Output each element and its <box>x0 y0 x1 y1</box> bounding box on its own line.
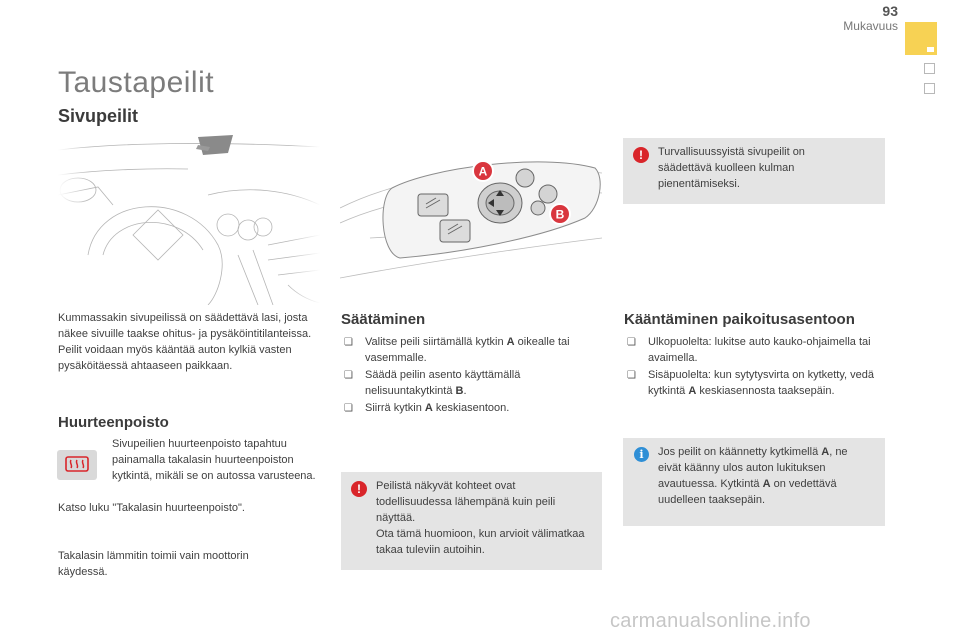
warning-text: Peilistä näkyvät kohteet ovat todellisuudessa lähempänä kuin peili näyttää. Ota tämä huomioon, kun arvioit välimatkaa takaa tuleviin autoihin. <box>376 480 585 556</box>
fold-steps-list <box>625 334 887 400</box>
section-tab[interactable] <box>924 83 935 94</box>
heading-saataminen: Säätäminen <box>341 311 426 328</box>
defrost-see-also: Katso luku "Takalasin huurteenpoisto". <box>58 502 245 514</box>
list-item: ❏ Säädä peilin asento käyttämällä nelisuuntakytkintä B. <box>344 369 521 397</box>
watermark: carmanualsonline.info <box>610 610 811 632</box>
rear-defrost-icon <box>57 450 97 480</box>
heading-kaantaminen: Kääntäminen paikoitusasentoon <box>624 311 855 328</box>
callout-a-label: A <box>478 164 488 179</box>
list-item: ❏ Valitse peili siirtämällä kytkin A oikealle tai vasemmalle. <box>344 336 570 364</box>
section-tab[interactable] <box>924 63 935 74</box>
page-number: 93 <box>882 3 898 19</box>
page-title: Taustapeilit <box>58 66 215 99</box>
callout-b-label: B <box>555 207 565 222</box>
safety-warning-text: Turvallisuussyistä sivupeilit on säädettävä kuolleen kulman pienentämiseksi. <box>658 146 805 190</box>
heading-sivupeilit: Sivupeilit <box>58 106 139 126</box>
defrost-note: Takalasin lämmitin toimii vain moottorin käydessä. <box>58 550 249 578</box>
intro-text: Kummassakin sivupeilissä on säädettävä lasi, josta näkee sivuille taakse ohitus- ja pysäköintitilanteissa. Peilit voidaan myös kääntää auton kylkiä vasten pysäköitäessä ahtaaseen paikkaan. <box>58 312 312 372</box>
heading-huurteenpoisto: Huurteenpoisto <box>58 414 169 431</box>
safety-warning-box <box>623 138 885 204</box>
fold-info-text: Jos peilit on käännetty kytkimellä A, ne eivät käänny ulos auton lukituksen avautuessa. Kytkintä A on vedettävä uudelleen taaksepäin. <box>658 446 848 506</box>
list-item: ❏ Ulkopuolelta: lukitse auto kauko-ohjaimella tai avaimella. <box>627 336 871 364</box>
adjust-steps-list <box>342 334 604 417</box>
defrost-text: Sivupeilien huurteenpoisto tapahtuu painamalla takalasin huurteenpoiston kytkintä, mikäli se on autossa varusteena. <box>112 438 316 482</box>
mirror-switch-illustration <box>340 138 602 298</box>
car-interior-illustration <box>58 135 320 305</box>
fold-info-box <box>623 438 885 526</box>
list-item: ❏ Sisäpuolelta: kun sytytysvirta on kytketty, vedä kytkintä A keskiasennosta taaksepäin. <box>627 369 875 397</box>
warning-icon: ! <box>351 481 367 497</box>
warning-icon: ! <box>633 147 649 163</box>
list-item: ❏ Siirrä kytkin A keskiasentoon. <box>344 402 510 414</box>
mirror-distance-warning-box <box>341 472 602 570</box>
section-name: Mukavuus <box>843 19 898 33</box>
info-icon: i <box>634 447 649 462</box>
section-tab-active[interactable] <box>905 22 937 55</box>
